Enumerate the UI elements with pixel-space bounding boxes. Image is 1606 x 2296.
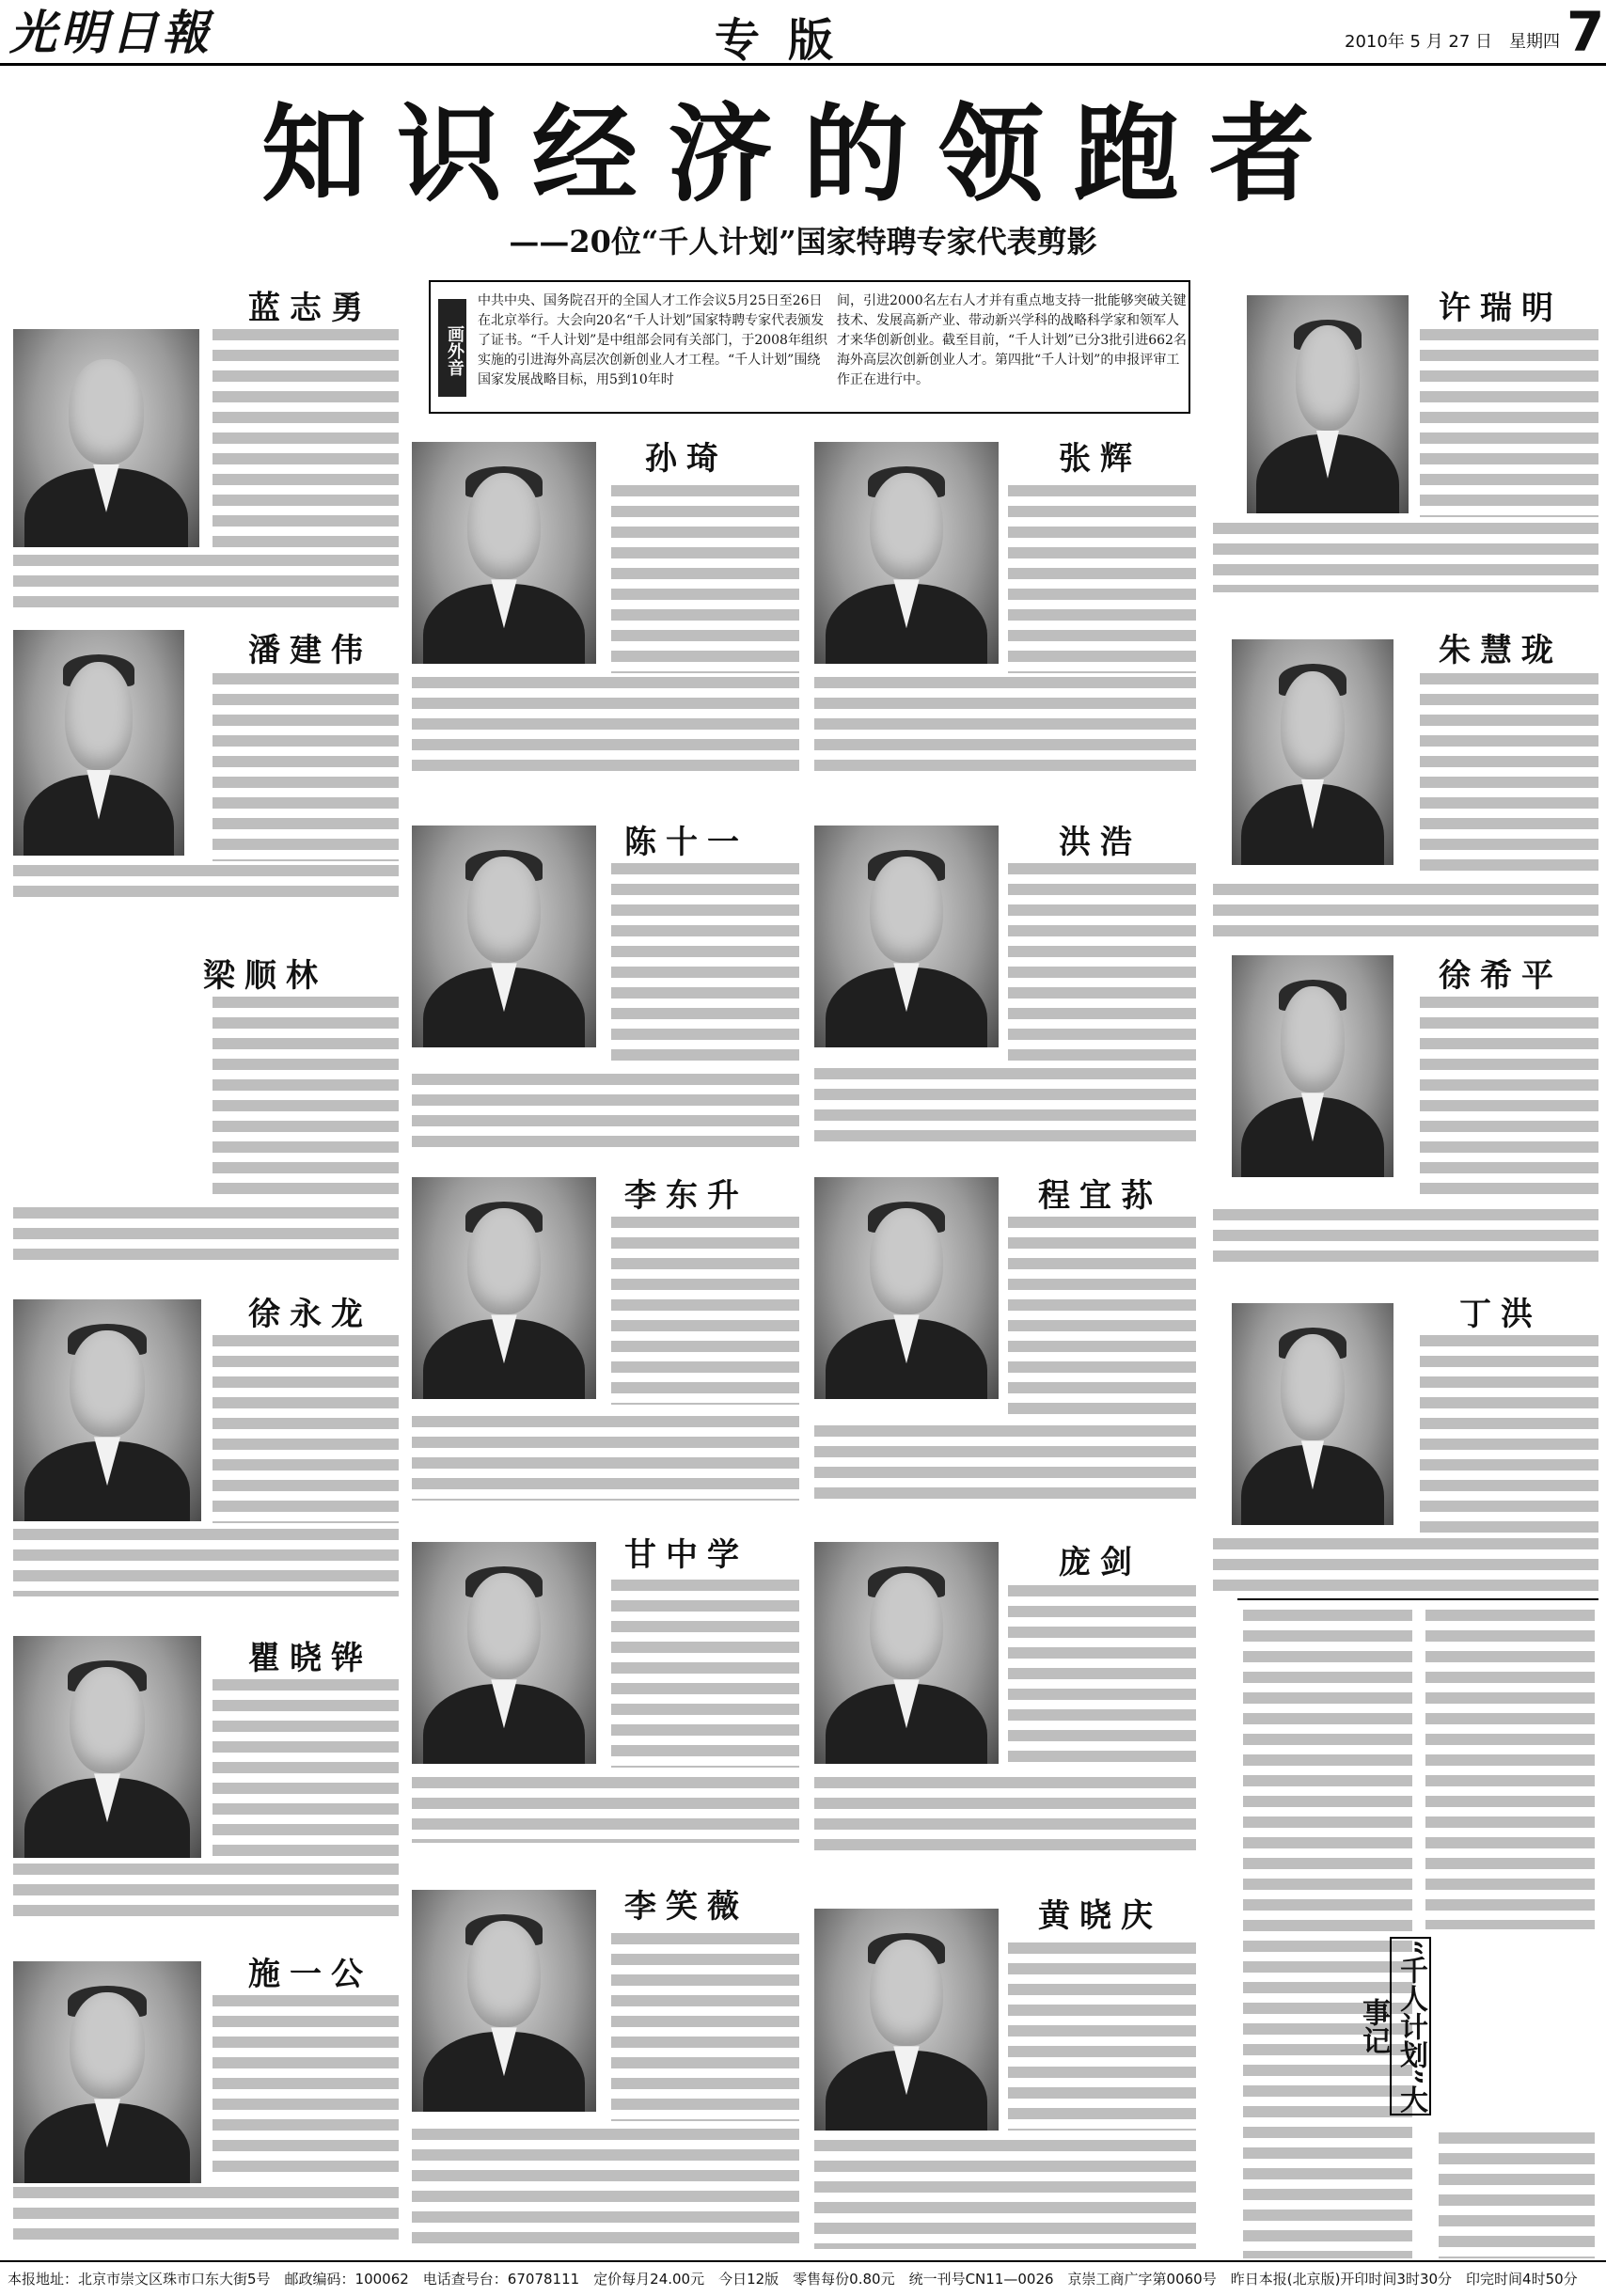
expert-bio [213, 1995, 399, 2179]
expert-photo [13, 630, 184, 856]
expert-bio [1420, 1335, 1598, 1533]
timeline-sidebar [1237, 1598, 1598, 2258]
expert-bio [611, 1933, 799, 2121]
expert-name: 陈十一 [624, 824, 748, 861]
expert-bio [412, 677, 799, 773]
newspaper-logo: 光明日報 [9, 5, 213, 60]
expert-bio [611, 863, 799, 1070]
expert-photo [412, 442, 596, 664]
expert-bio [814, 1068, 1196, 1149]
expert-bio [1008, 485, 1196, 673]
expert-name: 朱慧珑 [1439, 632, 1563, 669]
expert-photo [13, 329, 199, 547]
expert-bio [13, 1529, 399, 1596]
expert-photo [13, 1299, 201, 1521]
intro-text-right: 间，引进2000名左右人才并有重点地支持一批能够突破关键技术、发展高新产业、带动新兴学科的战略科学家和领军人才来华创新创业。截至目前，“千人计划”已分3批引进662名海外高层次创新创业人才。第四批“千人计划”的申报评审工作正在进行中。 [837, 293, 1187, 387]
expert-bio [814, 1777, 1196, 1852]
section-title: 专版 [715, 14, 862, 67]
expert-bio [412, 1777, 799, 1843]
expert-bio [412, 2129, 799, 2249]
expert-bio [1213, 1538, 1598, 1591]
expert-bio [1008, 863, 1196, 1061]
timeline-text [1439, 2132, 1595, 2258]
expert-name: 瞿晓铧 [248, 1640, 372, 1677]
page-number: 7 [1567, 0, 1605, 64]
expert-photo [814, 442, 999, 664]
expert-bio [213, 997, 399, 1202]
expert-name: 许瑞明 [1439, 290, 1563, 327]
intro-text-left: 中共中央、国务院召开的全国人才工作会议5月25日至26日在北京举行。大会向20名“千人计划”国家特聘专家代表颁发了证书。“千人计划”是中组部会同有关部门，于2008年组织实施的引进海外高层次创新创业人才工程。“千人计划”围绕国家发展战略目标，用5到10年时 [478, 293, 827, 387]
expert-bio [13, 555, 399, 613]
imprint-footer: 本报地址：北京市崇文区珠市口东大街5号 邮政编码：100062 电话查号台：67078111 定价每月24.00元 今日12版 零售每份0.80元 统一刊号CN11—0026 京崇工商广字第0060号 昨日本报(北京版)开印时间3时30分 印完时间4时50分 [0, 2260, 1606, 2296]
expert-photo [1232, 1303, 1393, 1525]
expert-bio [13, 2187, 399, 2249]
expert-name: 孙琦 [645, 440, 728, 478]
timeline-title: “千人计划”大事记 [1390, 1937, 1431, 2115]
expert-photo [1232, 639, 1393, 865]
expert-bio [1420, 329, 1598, 517]
expert-photo [13, 1961, 201, 2183]
expert-bio [814, 2140, 1196, 2249]
expert-bio [213, 329, 399, 547]
expert-bio [412, 1416, 799, 1501]
page-headline: 知识经济的领跑者 [261, 93, 1345, 216]
expert-bio [213, 1335, 399, 1523]
timeline-text [1425, 1610, 1595, 1929]
expert-name: 李笑薇 [624, 1888, 748, 1926]
expert-bio [1420, 673, 1598, 880]
expert-photo [814, 826, 999, 1047]
expert-bio [412, 1074, 799, 1149]
expert-bio [213, 1679, 399, 1858]
expert-bio [1420, 997, 1598, 1203]
expert-bio [13, 865, 399, 906]
intro-box [429, 280, 1190, 414]
expert-photo [1232, 955, 1393, 1177]
expert-bio [213, 673, 399, 861]
expert-photo [412, 1890, 596, 2112]
expert-bio [13, 1864, 399, 1916]
expert-bio [1213, 523, 1598, 592]
expert-photo [13, 1636, 201, 1858]
expert-name: 施一公 [248, 1956, 372, 1993]
expert-name: 庞剑 [1059, 1544, 1142, 1581]
expert-name: 徐永龙 [248, 1296, 372, 1333]
expert-name: 蓝志勇 [248, 290, 372, 327]
expert-name: 黄晓庆 [1038, 1897, 1162, 1935]
expert-bio [1008, 1585, 1196, 1769]
expert-name: 徐希平 [1439, 957, 1563, 995]
expert-name: 洪浩 [1059, 824, 1142, 861]
masthead [0, 0, 1606, 66]
expert-bio [814, 677, 1196, 775]
intro-tag: 画外音 [438, 299, 466, 397]
expert-bio [611, 1217, 799, 1405]
expert-bio [814, 1425, 1196, 1501]
expert-name: 李东升 [624, 1177, 748, 1215]
expert-photo [814, 1177, 999, 1399]
expert-photo [814, 1542, 999, 1764]
expert-name: 潘建伟 [248, 632, 372, 669]
page-subheadline: ——20位“千人计划”国家特聘专家代表剪影 [509, 224, 1097, 259]
timeline-text [1243, 1610, 1412, 2258]
expert-bio [1008, 1217, 1196, 1414]
expert-bio [13, 1207, 399, 1264]
expert-bio [1213, 884, 1598, 946]
expert-photo [1247, 295, 1409, 513]
expert-photo [814, 1909, 999, 2131]
expert-name: 丁洪 [1459, 1296, 1542, 1333]
expert-name: 甘中学 [624, 1536, 748, 1574]
expert-photo [412, 826, 596, 1047]
expert-name: 张辉 [1059, 440, 1142, 478]
expert-photo [412, 1542, 596, 1764]
expert-bio [1008, 1942, 1196, 2131]
expert-photo [412, 1177, 596, 1399]
expert-name: 程宜荪 [1038, 1177, 1162, 1215]
expert-bio [1213, 1209, 1598, 1267]
expert-name: 梁顺林 [203, 957, 327, 995]
expert-bio [611, 485, 799, 673]
expert-bio [611, 1580, 799, 1768]
issue-date: 2010年 5 月 27 日 星期四 [1345, 32, 1561, 52]
